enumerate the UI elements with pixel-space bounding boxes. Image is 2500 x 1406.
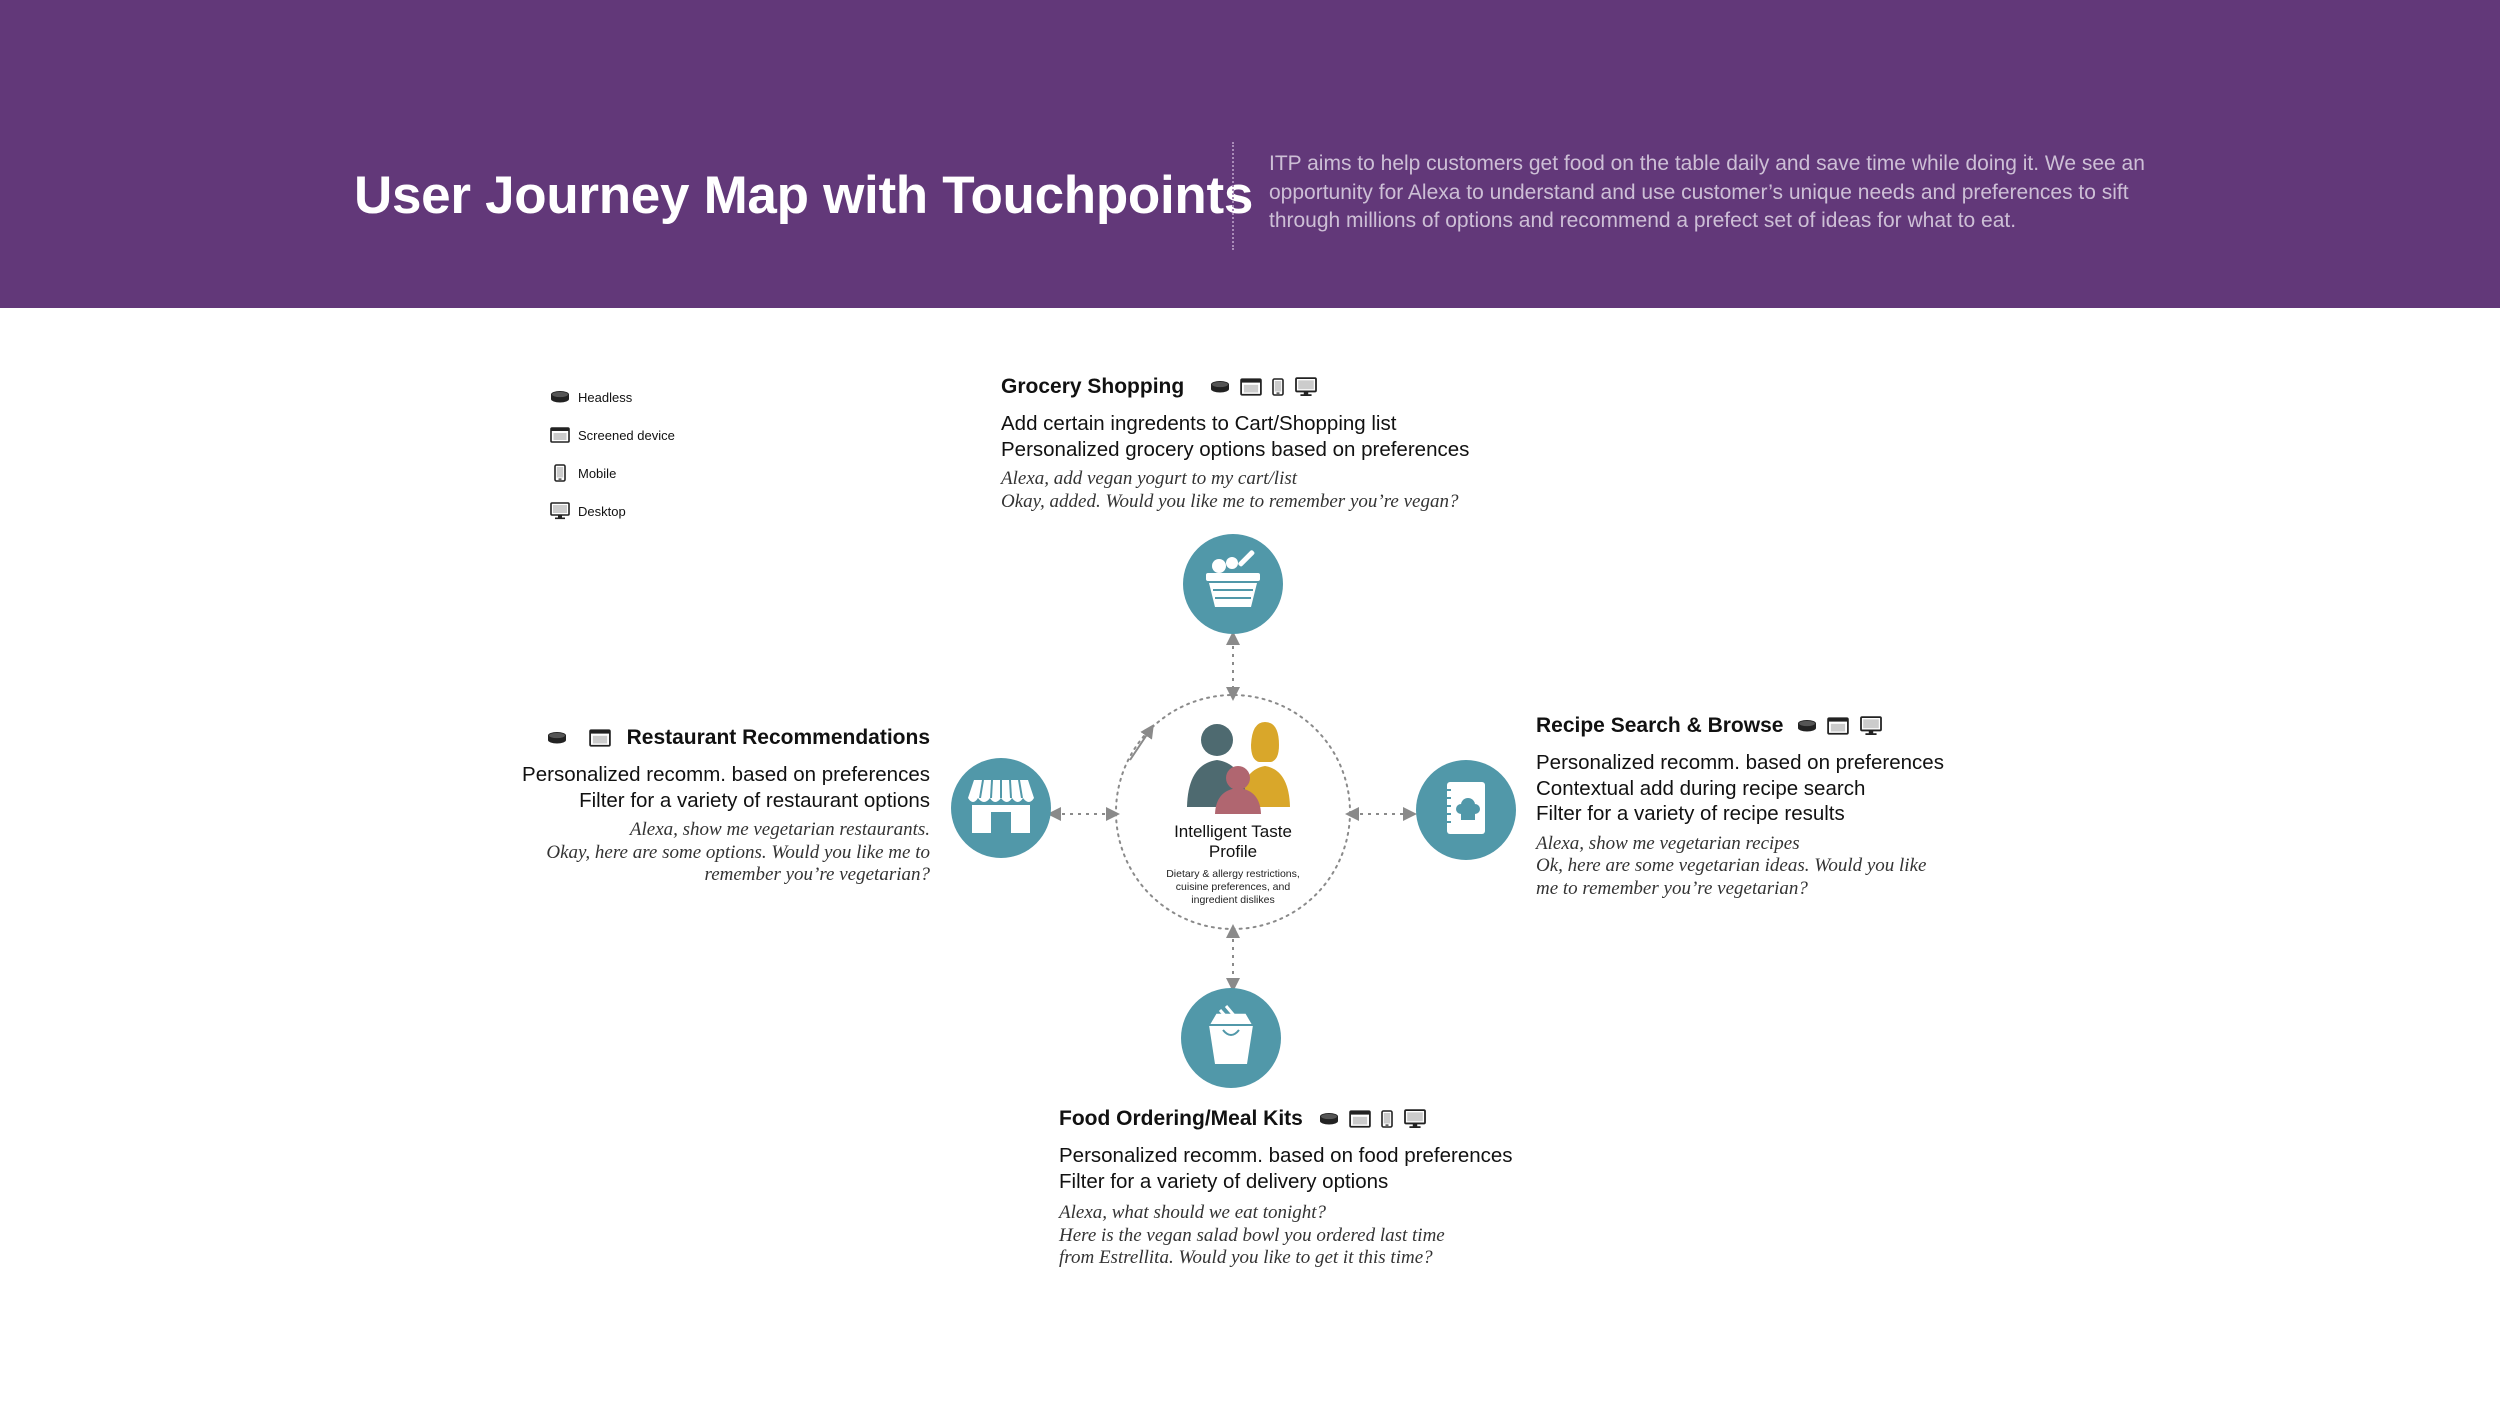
legend-label: Headless bbox=[578, 389, 633, 405]
headless-icon bbox=[1797, 719, 1817, 733]
recipe-book-icon bbox=[1443, 782, 1485, 834]
screened-device-icon bbox=[589, 729, 611, 747]
legend-label: Mobile bbox=[578, 465, 617, 481]
restaurant-detail: Personalized recomm. based on preferences bbox=[522, 763, 930, 786]
family-profile-icon bbox=[1187, 722, 1290, 814]
desktop-icon bbox=[1294, 377, 1318, 397]
grocery-node bbox=[1183, 534, 1283, 634]
taste-profile-label-line: Intelligent Taste bbox=[1174, 822, 1292, 841]
recipe-detail: Personalized recomm. based on preferences bbox=[1536, 751, 1944, 774]
mobile-icon bbox=[1272, 377, 1284, 397]
desktop-icon bbox=[550, 502, 570, 520]
center-ring-arrow bbox=[1130, 730, 1150, 760]
food-ordering-quote: from Estrellita. Would you like to get it this time? bbox=[1059, 1247, 1433, 1268]
recipe-block bbox=[1536, 710, 1944, 900]
headless-icon bbox=[1210, 380, 1230, 394]
recipe-title: Recipe Search & Browse bbox=[1536, 714, 1784, 737]
recipe-detail: Filter for a variety of recipe results bbox=[1536, 802, 1845, 825]
restaurant-node bbox=[951, 758, 1051, 858]
taste-profile-label-line: Profile bbox=[1208, 842, 1258, 861]
grocery-quote: Alexa, add vegan yogurt to my cart/list bbox=[1001, 468, 1298, 489]
taste-profile-desc-line: ingredient dislikes bbox=[1191, 894, 1275, 906]
header-divider bbox=[1232, 142, 1234, 250]
food-ordering-block bbox=[1059, 1103, 1513, 1270]
grocery-basket-icon bbox=[1206, 550, 1260, 607]
storefront-icon bbox=[968, 780, 1034, 833]
legend-item-desktop bbox=[550, 492, 675, 530]
restaurant-quote: Alexa, show me vegetarian restaurants. bbox=[629, 819, 930, 840]
food-ordering-quote: Alexa, what should we eat tonight? bbox=[1059, 1202, 1327, 1223]
restaurant-detail: Filter for a variety of restaurant options bbox=[579, 788, 930, 812]
restaurant-block bbox=[510, 722, 930, 887]
grocery-shopping-block bbox=[1001, 371, 1469, 513]
headless-icon bbox=[1319, 1112, 1339, 1126]
restaurant-quote: remember you’re vegetarian? bbox=[704, 864, 930, 885]
taste-profile-label bbox=[1133, 822, 1333, 862]
recipe-detail: Contextual add during recipe search bbox=[1536, 776, 1866, 800]
recipe-quote: me to remember you’re vegetarian? bbox=[1536, 877, 1808, 899]
mobile-icon bbox=[1381, 1109, 1393, 1129]
legend-item-headless bbox=[550, 378, 675, 416]
page-title: User Journey Map with Touchpoints bbox=[354, 166, 1254, 225]
restaurant-title: Restaurant Recommendations bbox=[626, 726, 930, 749]
food-ordering-detail: Filter for a variety of delivery options bbox=[1059, 1169, 1389, 1193]
screened-device-icon bbox=[550, 427, 570, 443]
food-ordering-node bbox=[1181, 988, 1281, 1088]
taste-profile-description bbox=[1158, 868, 1308, 907]
legend-label: Desktop bbox=[578, 503, 626, 519]
grocery-detail: Personalized grocery options based on preferences bbox=[1001, 437, 1470, 461]
food-ordering-title: Food Ordering/Meal Kits bbox=[1059, 1107, 1303, 1130]
food-ordering-detail: Personalized recomm. based on food preferences bbox=[1059, 1144, 1513, 1167]
header-description: ITP aims to help customers get food on the table daily and save time while doing it. We see an opportunity for Alexa to understand and use customer’s unique needs and preferences to sift through millions of options and recommend a prefect set of ideas for what to eat. bbox=[1269, 152, 2145, 232]
screened-device-icon bbox=[1240, 378, 1262, 396]
restaurant-quote: Okay, here are some options. Would you like me to bbox=[546, 841, 930, 863]
desktop-icon bbox=[1859, 716, 1883, 736]
desktop-icon bbox=[1403, 1109, 1427, 1129]
taste-profile-desc-line: Dietary & allergy restrictions, bbox=[1166, 868, 1300, 880]
mobile-icon bbox=[550, 464, 570, 482]
recipe-device-icons bbox=[1797, 716, 1883, 736]
grocery-quote: Okay, added. Would you like me to remember you’re vegan? bbox=[1001, 490, 1459, 512]
takeout-box-icon bbox=[1209, 1006, 1253, 1064]
grocery-detail: Add certain ingredents to Cart/Shopping list bbox=[1001, 412, 1397, 435]
grocery-device-icons bbox=[1210, 377, 1318, 397]
recipe-quote: Alexa, show me vegetarian recipes bbox=[1536, 832, 1800, 854]
headless-icon bbox=[547, 731, 567, 745]
food-ordering-device-icons bbox=[1319, 1109, 1427, 1129]
food-ordering-quote: Here is the vegan salad bowl you ordered last time bbox=[1059, 1224, 1445, 1246]
recipe-quote: Ok, here are some vegetarian ideas. Would you like bbox=[1536, 855, 1927, 876]
screened-device-icon bbox=[1827, 717, 1849, 735]
device-legend bbox=[550, 378, 675, 530]
headless-icon bbox=[550, 390, 570, 404]
taste-profile-desc-line: cuisine preferences, and bbox=[1175, 881, 1291, 893]
legend-item-screened bbox=[550, 416, 675, 454]
legend-item-mobile bbox=[550, 454, 675, 492]
grocery-title: Grocery Shopping bbox=[1001, 375, 1185, 398]
header-banner bbox=[0, 0, 2500, 308]
restaurant-device-icons bbox=[547, 729, 611, 747]
legend-label: Screened device bbox=[578, 427, 675, 443]
screened-device-icon bbox=[1349, 1110, 1371, 1128]
recipe-node bbox=[1416, 760, 1516, 860]
